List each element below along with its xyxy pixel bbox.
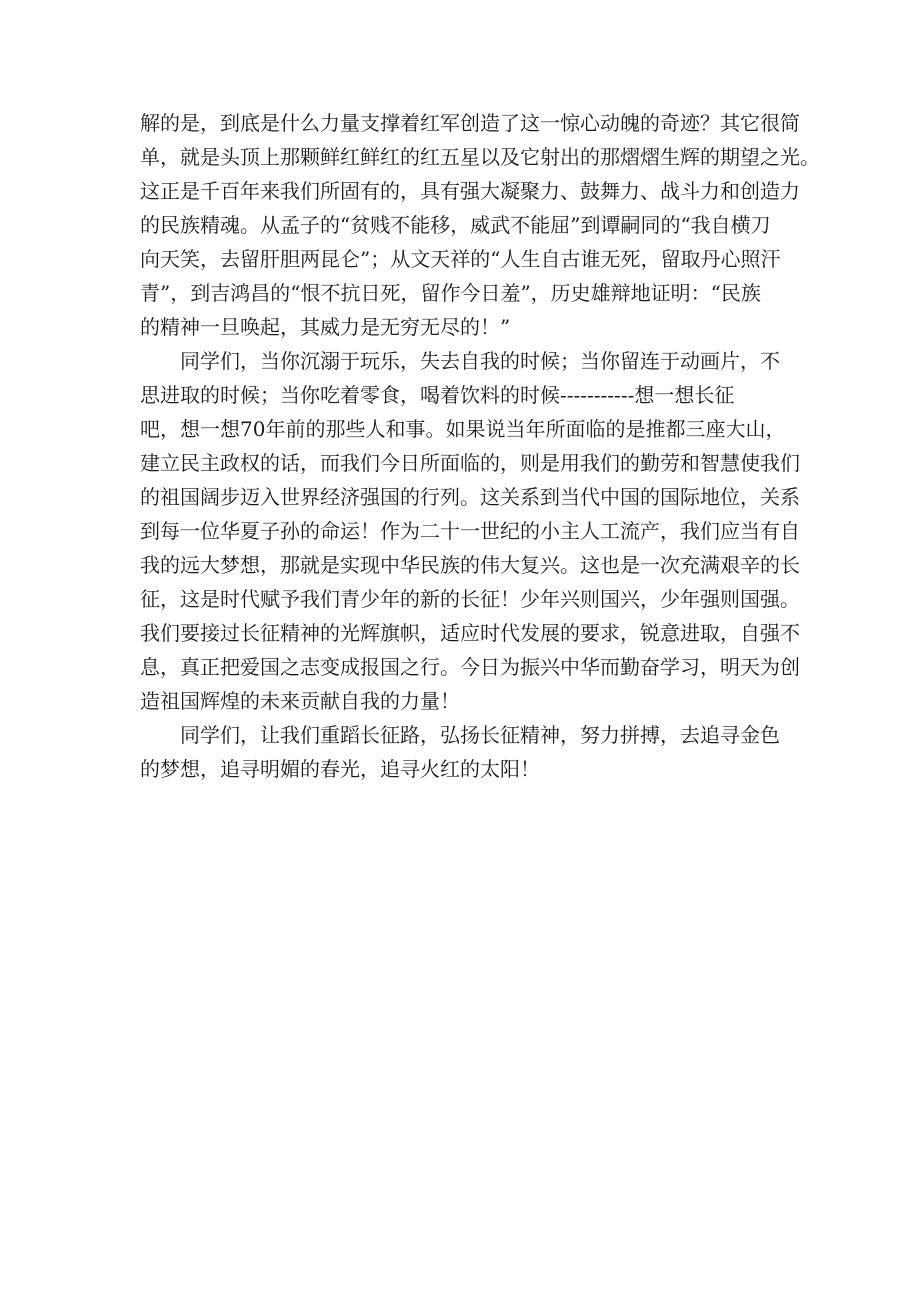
text-line: 解的是，到底是什么力量支撑着红军创造了这一惊心动魄的奇迹？其它很简	[140, 111, 800, 135]
paragraph-3	[140, 718, 790, 786]
text-line: 建立民主政权的话，而我们今日所面临的，则是用我们的勤劳和智慧使我们	[140, 451, 800, 475]
text-line: 造祖国辉煌的未来贡献自我的力量！	[140, 689, 460, 713]
text-line: 我们要接过长征精神的光辉旗帜，适应时代发展的要求，锐意进取，自强不	[140, 621, 800, 645]
text-line: 征，这是时代赋予我们青少年的新的长征！少年兴则国兴，少年强则国强。	[140, 587, 800, 611]
text-line: 的祖国阔步迈入世界经济强国的行列。这关系到当代中国的国际地位，关系	[140, 485, 800, 509]
text-line: 思进取的时候；当你吃着零食，喝着饮料的时候-----------想一想长征	[140, 383, 735, 407]
text-line: 吧，想一想70年前的那些人和事。如果说当年所面临的是推都三座大山，	[140, 417, 786, 441]
text-line: 同学们，当你沉溺于玩乐，失去自我的时候；当你留连于动画片，不	[180, 349, 780, 373]
text-line: 的梦想，追寻明媚的春光，追寻火红的太阳！	[140, 757, 540, 781]
text-line: 我的远大梦想，那就是实现中华民族的伟大复兴。这也是一次充满艰辛的长	[140, 553, 800, 577]
text-line: 这正是千百年来我们所固有的，具有强大凝聚力、鼓舞力、战斗力和创造力	[140, 179, 800, 203]
paragraph-1	[140, 106, 820, 344]
text-line: 的精神一旦唤起，其威力是无穷无尽的！”	[140, 315, 511, 339]
paragraph-2	[140, 344, 800, 718]
text-line: 的民族精魂。从孟子的“贫贱不能移，威武不能屈”到谭嗣同的“我自横刀	[140, 213, 771, 237]
document-body	[140, 106, 820, 786]
text-line: 息，真正把爱国之志变成报国之行。今日为振兴中华而勤奋学习，明天为创	[140, 655, 800, 679]
text-line: 同学们，让我们重蹈长征路，弘扬长征精神，努力拼搏，去追寻金色	[180, 723, 780, 747]
text-line: 到每一位华夏子孙的命运！作为二十一世纪的小主人工流产，我们应当有自	[140, 519, 800, 543]
text-line: 青”，到吉鸿昌的“恨不抗日死，留作今日羞”，历史雄辩地证明：“民族	[140, 281, 761, 305]
text-line: 向天笑，去留肝胆两昆仑”；从文天祥的“人生自古谁无死，留取丹心照汗	[140, 247, 781, 271]
text-line: 单，就是头顶上那颗鲜红鲜红的红五星以及它射出的那熠熠生辉的期望之光。	[140, 145, 820, 169]
